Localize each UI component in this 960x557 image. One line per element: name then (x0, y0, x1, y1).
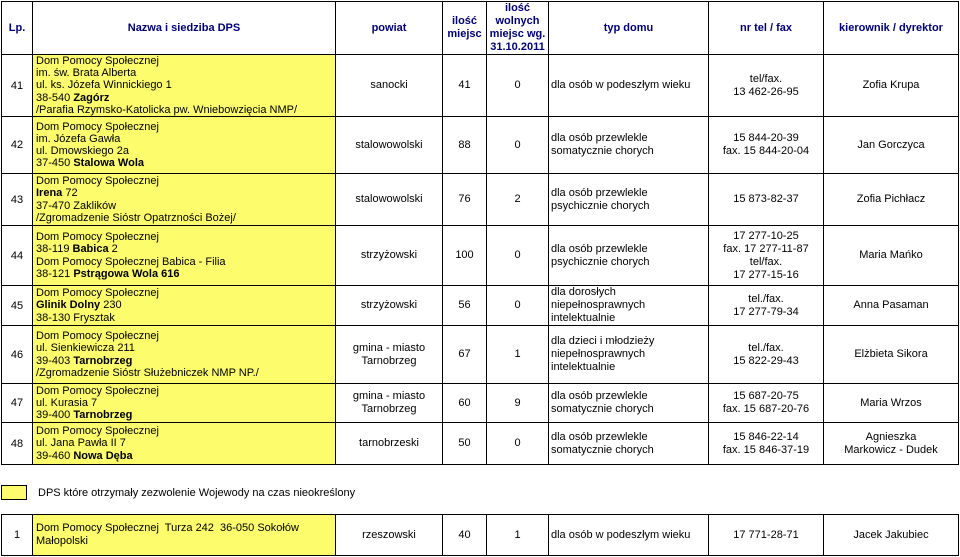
row-miejsc: 100 (443, 226, 487, 286)
header-miejsc: ilość miejsc (443, 2, 487, 55)
name-text: Dom Pomocy Społecznej (36, 120, 159, 133)
row-tel (709, 55, 824, 117)
row-typ (549, 326, 709, 384)
row-tel-line: 15 846-22-14 (733, 430, 799, 443)
row-typ-line: psychicznie chorych (551, 199, 650, 212)
row-tel (709, 226, 824, 286)
name-line (36, 330, 332, 342)
table-row (2, 55, 959, 117)
row-kierownik (824, 117, 959, 174)
name-suffix: 72 (62, 187, 78, 200)
table-row (2, 515, 959, 556)
name-line (36, 342, 332, 354)
row-typ-line: dla osób przewlekle (551, 186, 648, 199)
row-tel-line: 15 844-20-39 (733, 132, 799, 144)
name-text: ul. Sienkiewicza 211 (36, 342, 135, 355)
row-lp: 44 (2, 226, 33, 286)
name-text: /Zgromadzenie Sióstr Opatrzności Bożej/ (36, 211, 236, 224)
place-name: Tarnobrzeg (73, 354, 133, 367)
table-row (2, 117, 959, 174)
header-kierownik: kierownik / dyrektor (824, 2, 959, 55)
header-wolnych: ilość wolnych miejsc wg. 31.10.2011 (487, 2, 549, 55)
row-tel-line: tel./fax. (748, 341, 784, 354)
name-line (36, 397, 332, 409)
header-tel: nr tel / fax (709, 2, 824, 55)
row-miejsc: 88 (443, 117, 487, 174)
row-wolnych: 2 (487, 174, 549, 226)
table-row (2, 286, 959, 326)
name-line: Dom Pomocy Społecznej Turza 242 36-050 Sokołów (36, 522, 299, 534)
row-powiat: strzyżowski (336, 286, 443, 326)
name-line (36, 157, 332, 169)
row-typ-line: somatycznie chorych (551, 403, 654, 415)
name-text: ul. ks. Józefa Winnickiego 1 (36, 79, 172, 92)
name-line (36, 450, 332, 462)
row-tel (709, 286, 824, 326)
row-miejsc: 76 (443, 174, 487, 226)
row-wolnych: 1 (487, 326, 549, 384)
row-typ (549, 55, 709, 117)
name-text: Dom Pomocy Społecznej (36, 384, 159, 397)
name-line (36, 212, 332, 224)
row-miejsc: 40 (443, 515, 487, 556)
name-line (36, 92, 332, 104)
row-typ-line: niepełnosprawnych (551, 348, 646, 360)
row-tel (709, 326, 824, 384)
row-typ (549, 286, 709, 326)
name-text: 38-130 Frysztak (36, 311, 115, 324)
name-line (36, 145, 332, 157)
name-text: /Parafia Rzymsko-Katolicka pw. Wniebowzięcia NMP/ (36, 103, 298, 116)
name-line (36, 175, 332, 187)
name-text: 39-460 (36, 449, 74, 462)
row-tel-line: 15 687-20-75 (733, 390, 799, 402)
name-line (36, 256, 332, 268)
row-kierownik-line: Elżbieta Sikora (854, 348, 928, 360)
extra-table (1, 514, 959, 556)
dps-table (1, 1, 959, 465)
name-line (36, 187, 332, 199)
place-name: Nowa Dęba (73, 449, 133, 462)
row-powiat: strzyżowski (336, 226, 443, 286)
row-name (33, 384, 336, 423)
header-typ: typ domu (549, 2, 709, 55)
row-typ-line: somatycznie chorych (551, 145, 654, 157)
row-kierownik (824, 286, 959, 326)
place-name: Pstrągowa Wola 616 (73, 267, 180, 280)
place-name: Glinik Dolny (36, 299, 101, 312)
row-wolnych: 1 (487, 515, 549, 556)
row-kierownik (824, 384, 959, 423)
name-text: im. św. Brata Alberta (36, 67, 137, 80)
name-text: ul. Kurasia 7 (36, 396, 98, 409)
header-name: Nazwa i siedziba DPS (33, 2, 336, 55)
name-line: Małopolski (36, 535, 88, 547)
name-text: Dom Pomocy Społecznej (36, 287, 159, 300)
row-tel-line: 15 873-82-37 (733, 193, 799, 205)
name-line (36, 231, 332, 243)
row-powiat: rzeszowski (336, 515, 443, 556)
name-line (36, 200, 332, 212)
row-tel-line: fax. 15 846-37-19 (722, 443, 810, 456)
row-name (33, 515, 336, 556)
place-name: Stalowa Wola (73, 157, 145, 170)
name-text: 37-470 Zaklików (36, 199, 117, 212)
legend-swatch (1, 485, 27, 500)
name-text: Dom Pomocy Społecznej (36, 425, 159, 438)
table-row (2, 326, 959, 384)
row-tel-line: tel./fax. (748, 292, 784, 305)
name-line (36, 299, 332, 311)
row-miejsc: 67 (443, 326, 487, 384)
name-line (36, 133, 332, 145)
row-lp: 41 (2, 55, 33, 117)
name-line (36, 312, 332, 324)
header-row (2, 2, 959, 55)
row-typ-line: somatycznie chorych (551, 443, 654, 456)
row-typ-line: dla dorosłych (551, 286, 616, 298)
row-lp: 43 (2, 174, 33, 226)
row-typ (549, 174, 709, 226)
name-line (36, 355, 332, 367)
row-wolnych: 9 (487, 384, 549, 423)
row-kierownik-line: Anna Pasaman (853, 299, 929, 311)
row-tel-line: fax. 17 277-11-87 (723, 242, 809, 255)
row-wolnych: 0 (487, 286, 549, 326)
name-line (36, 268, 332, 280)
name-text: /Zgromadzenie Sióstr Służebniczek NMP NP./ (36, 366, 259, 379)
place-name: Babica (72, 243, 109, 256)
row-tel (709, 174, 824, 226)
row-typ-line: intelektualnie (551, 361, 616, 373)
name-suffix: 2 (108, 243, 118, 256)
row-typ-line: dla dzieci i młodzieży (551, 335, 655, 347)
row-kierownik (824, 226, 959, 286)
row-tel-line: 17 277-10-25 (733, 229, 799, 242)
row-wolnych: 0 (487, 117, 549, 174)
row-typ-line: dla osób przewlekle (551, 132, 648, 144)
name-text: 37-450 (36, 157, 74, 170)
row-wolnych: 0 (487, 55, 549, 117)
row-tel-line: 15 822-29-43 (733, 354, 799, 367)
name-text: 38-119 (36, 243, 73, 256)
row-kierownik-line: Maria Wrzos (860, 396, 922, 409)
row-typ (549, 423, 709, 465)
row-typ-line: dla osób przewlekle (551, 390, 648, 402)
row-name (33, 174, 336, 226)
name-text: Dom Pomocy Społecznej Babica - Filia (36, 255, 226, 268)
name-text: 39-403 (36, 354, 74, 367)
row-kierownik (824, 423, 959, 465)
row-kierownik-line: Zofia Pichłacz (856, 193, 926, 205)
row-lp: 48 (2, 423, 33, 465)
name-line (36, 121, 332, 133)
name-line (36, 385, 332, 397)
name-text: Dom Pomocy Społecznej (36, 231, 159, 244)
row-kierownik-line: Maria Mańko (859, 249, 923, 261)
name-line (36, 367, 332, 379)
row-lp: 47 (2, 384, 33, 423)
row-tel-line: 17 277-15-16 (733, 268, 799, 281)
name-text: Dom Pomocy Społecznej (36, 55, 159, 68)
row-wolnych: 0 (487, 226, 549, 286)
row-typ (549, 384, 709, 423)
row-kierownik (824, 174, 959, 226)
row-typ-line: intelektualnie (551, 312, 616, 324)
name-line (36, 79, 332, 91)
table-row (2, 226, 959, 286)
place-name: Zagórz (73, 91, 110, 104)
row-tel (709, 423, 824, 465)
table-row (2, 423, 959, 465)
row-kierownik (824, 55, 959, 117)
row-powiat: gmina - miasto Tarnobrzeg (336, 384, 443, 423)
row-lp: 45 (2, 286, 33, 326)
name-line (36, 437, 332, 449)
name-line (36, 243, 332, 255)
row-kierownik-line: Markowicz - Dudek (844, 443, 938, 456)
row-miejsc: 41 (443, 55, 487, 117)
row-kierownik (824, 326, 959, 384)
name-text: ul. Jana Pawła II 7 (36, 437, 126, 450)
row-typ: dla osób w podeszłym wieku (549, 515, 709, 556)
row-typ-line: psychicznie chorych (551, 255, 650, 268)
row-powiat: gmina - miasto Tarnobrzeg (336, 326, 443, 384)
row-wolnych: 0 (487, 423, 549, 465)
row-name (33, 326, 336, 384)
row-lp: 1 (2, 515, 33, 556)
name-line (36, 104, 332, 116)
place-name: Tarnobrzeg (73, 409, 133, 422)
row-kierownik-line: Jan Gorczyca (857, 138, 925, 151)
name-text: ul. Dmowskiego 2a (36, 145, 129, 157)
table-row (2, 174, 959, 226)
row-name (33, 423, 336, 465)
name-line (36, 409, 332, 421)
name-text: 39-400 (36, 409, 74, 422)
legend-text: DPS które otrzymały zezwolenie Wojewody na czas nieokreślony (38, 487, 356, 499)
name-line (36, 287, 332, 299)
row-typ-line: dla osób w podeszłym wieku (551, 79, 691, 91)
row-powiat: stalowowolski (336, 174, 443, 226)
row-tel-line: fax. 15 844-20-04 (722, 145, 810, 157)
row-name (33, 55, 336, 117)
name-line (36, 67, 332, 79)
name-text: 38-540 (36, 91, 74, 104)
row-tel-line: 17 277-79-34 (733, 305, 799, 318)
row-powiat: sanocki (336, 55, 443, 117)
row-kierownik: Jacek Jakubiec (824, 515, 959, 556)
table-row (2, 384, 959, 423)
name-text: 38-121 (36, 267, 74, 280)
name-text: Dom Pomocy Społecznej (36, 330, 159, 343)
row-kierownik-line: Agnieszka (865, 430, 917, 443)
row-tel-line: tel/fax. (749, 72, 783, 85)
row-lp: 42 (2, 117, 33, 174)
row-miejsc: 60 (443, 384, 487, 423)
name-line (36, 55, 332, 67)
row-typ (549, 226, 709, 286)
row-kierownik-line: Zofia Krupa (862, 79, 920, 91)
row-tel (709, 384, 824, 423)
row-typ-line: niepełnosprawnych (551, 299, 646, 311)
row-name (33, 286, 336, 326)
row-miejsc: 56 (443, 286, 487, 326)
row-lp: 46 (2, 326, 33, 384)
row-typ-line: dla osób przewlekle (551, 242, 648, 255)
header-lp: Lp. (2, 2, 33, 55)
place-name: Irena (36, 187, 63, 200)
row-typ-line: dla osób przewlekle (551, 430, 648, 443)
row-powiat: tarnobrzeski (336, 423, 443, 465)
row-tel-line: tel/fax. (749, 255, 783, 268)
row-name (33, 117, 336, 174)
row-tel-line: fax. 15 687-20-76 (722, 403, 810, 415)
name-suffix: 230 (100, 299, 122, 312)
row-miejsc: 50 (443, 423, 487, 465)
row-tel: 17 771-28-71 (709, 515, 824, 556)
name-text: im. Józefa Gawła (36, 132, 121, 145)
row-name (33, 226, 336, 286)
header-powiat: powiat (336, 2, 443, 55)
row-powiat: stalowowolski (336, 117, 443, 174)
name-line (36, 425, 332, 437)
row-tel (709, 117, 824, 174)
row-tel-line: 13 462-26-95 (733, 85, 799, 98)
name-text: Dom Pomocy Społecznej (36, 175, 159, 188)
row-typ (549, 117, 709, 174)
